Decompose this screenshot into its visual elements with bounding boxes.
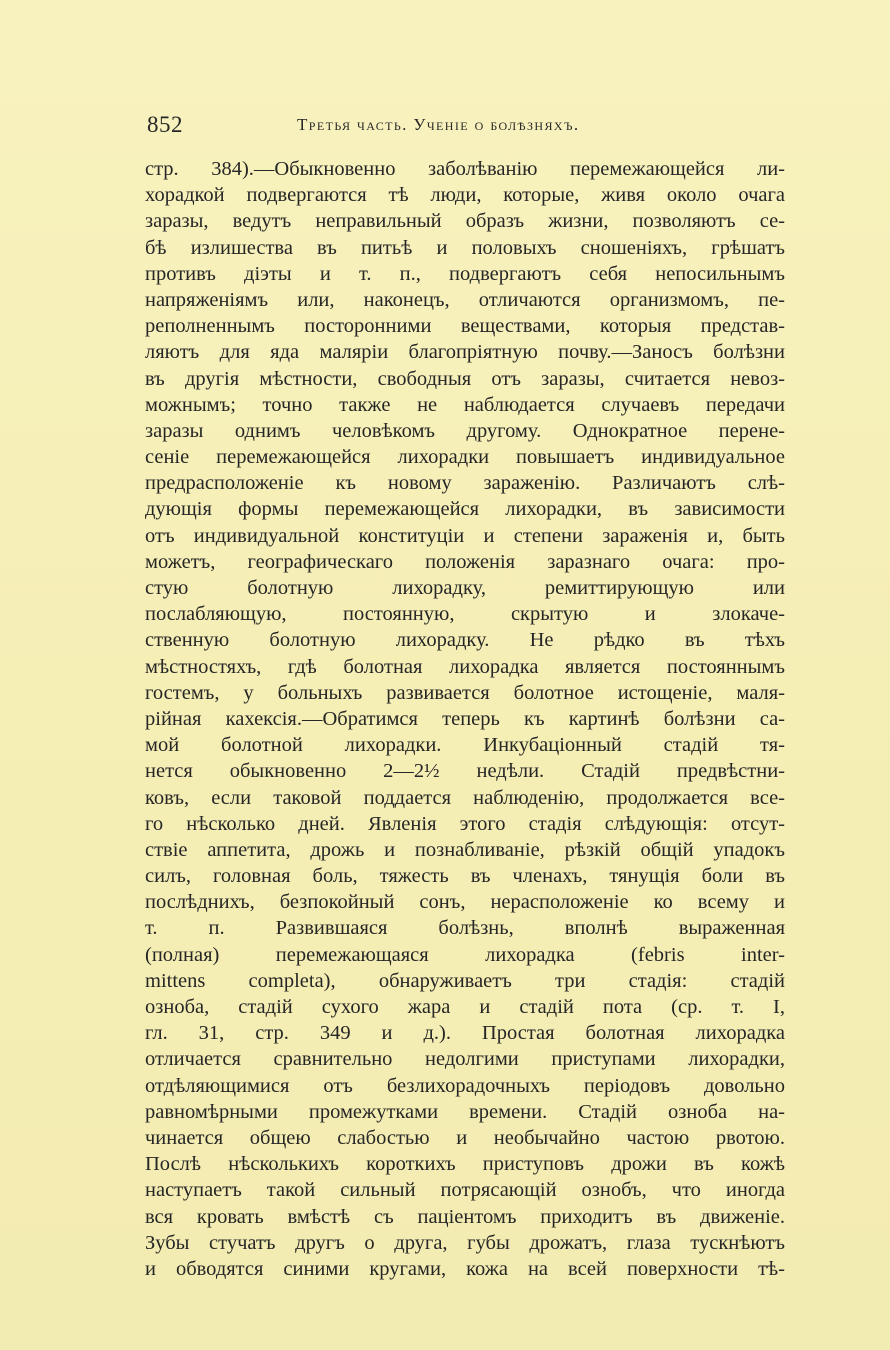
text-line: мѣстностяхъ, гдѣ болотная лихорадка является постояннымъ [145,655,785,678]
page-number: 852 [147,112,183,137]
text-line: наступаетъ такой сильный потрясающій ознобъ, что иногда [145,1179,785,1202]
text-line: (полная) перемежающаяся лихорадка (febris inter- [145,943,785,966]
text-line: стую болотную лихорадку, ремиттирующую или [145,577,785,599]
text-line: силъ, головная боль, тяжесть въ членахъ, тянущія боли въ [145,865,785,888]
text-line: послабляющую, постоянную, скрытую и злокаче- [145,603,785,626]
text-line: отдѣляющимися отъ безлихорадочныхъ періодовъ довольно [145,1074,785,1097]
text-line: нется обыкновенно 2—2½ недѣли. Стадій предвѣстни- [145,760,785,783]
text-line: можетъ, географическаго положенія заразнаго очага: про- [145,550,785,573]
text-line: бѣ излишества въ питьѣ и половыхъ сношеніяхъ, грѣшатъ [145,236,785,259]
text-line: и обводятся синими кругами, кожа на всей поверхности тѣ- [145,1257,785,1280]
text-line: мой болотной лихорадки. Инкубаціонный стадій тя- [145,734,785,757]
text-line: ковъ, если таковой поддается наблюденію, продолжается все- [145,786,785,809]
text-line: ляютъ для яда маляріи благопріятную почву.—Заносъ болѣзни [145,341,785,364]
text-line: заразы однимъ человѣкомъ другому. Однократное перене- [145,419,785,442]
text-line: рійная кахексія.—Обратимся теперь къ картинѣ болѣзни са- [145,707,785,730]
text-line: послѣднихъ, безпокойный сонъ, нерасположеніе ко всему и [145,891,785,914]
text-line: отличается сравнительно недолгими приступами лихорадки, [145,1048,785,1071]
text-line: Послѣ нѣсколькихъ короткихъ приступовъ дрожи въ кожѣ [145,1153,785,1176]
text-line: Зубы стучатъ другъ о друга, губы дрожатъ, глаза тускнѣютъ [145,1231,785,1254]
text-line: противъ діэты и т. п., подвергаютъ себя непосильнымъ [145,262,785,285]
text-line: отъ индивидуальной конституціи и степени зараженія и, быть [145,524,785,547]
text-line: реполненнымъ посторонними веществами, которыя представ- [145,315,785,338]
text-line: т. п. Развившаяся болѣзнь, вполнѣ выраженная [145,917,785,940]
text-line: mittens completa), обнаруживаетъ три стадія: стадій [145,969,785,992]
text-line: вся кровать вмѣстѣ съ паціентомъ приходитъ въ движеніе. [145,1205,785,1228]
body-text [145,156,785,1282]
text-line: сеніе перемежающейся лихорадки повышаетъ индивидуальное [145,446,785,469]
text-line: въ другія мѣстности, свободныя отъ заразы, считается невоз- [145,367,785,390]
text-line: го нѣсколько дней. Явленія этого стадія слѣдующія: отсут- [145,812,785,835]
running-head: Третья часть. Ученіе о болѣзняхъ. [297,115,580,134]
text-line: гостемъ, у больныхъ развивается болотное истощеніе, маля- [145,681,785,704]
text-line: стр. 384).—Обыкновенно заболѣванію перемежающейся ли- [145,158,785,180]
text-line: напряженіямъ или, наконецъ, отличаются организмомъ, пе- [145,288,785,311]
text-line: ствіе аппетита, дрожь и познабливаніе, рѣзкій общій упадокъ [145,838,785,861]
text-line: предрасположеніе къ новому зараженію. Различаютъ слѣ- [145,472,785,495]
text-line: заразы, ведутъ неправильный образъ жизни, позволяютъ се- [145,210,785,233]
page-header [147,112,779,142]
text-line: озноба, стадій сухого жара и стадій пота (ср. т. I, [145,996,785,1018]
text-line: чинается общею слабостью и необычайно частою рвотою. [145,1126,785,1149]
text-line: хорадкой подвергаются тѣ люди, которые, живя около очага [145,184,785,207]
text-line: ственную болотную лихорадку. Не рѣдко въ тѣхъ [145,629,785,652]
text-line: гл. 31, стр. 349 и д.). Простая болотная лихорадка [145,1022,785,1045]
text-line: дующія формы перемежающейся лихорадки, въ зависимости [145,498,785,521]
text-line: можнымъ; точно также не наблюдается случаевъ передачи [145,393,785,416]
text-line: равномѣрными промежутками времени. Стадій озноба на- [145,1100,785,1123]
